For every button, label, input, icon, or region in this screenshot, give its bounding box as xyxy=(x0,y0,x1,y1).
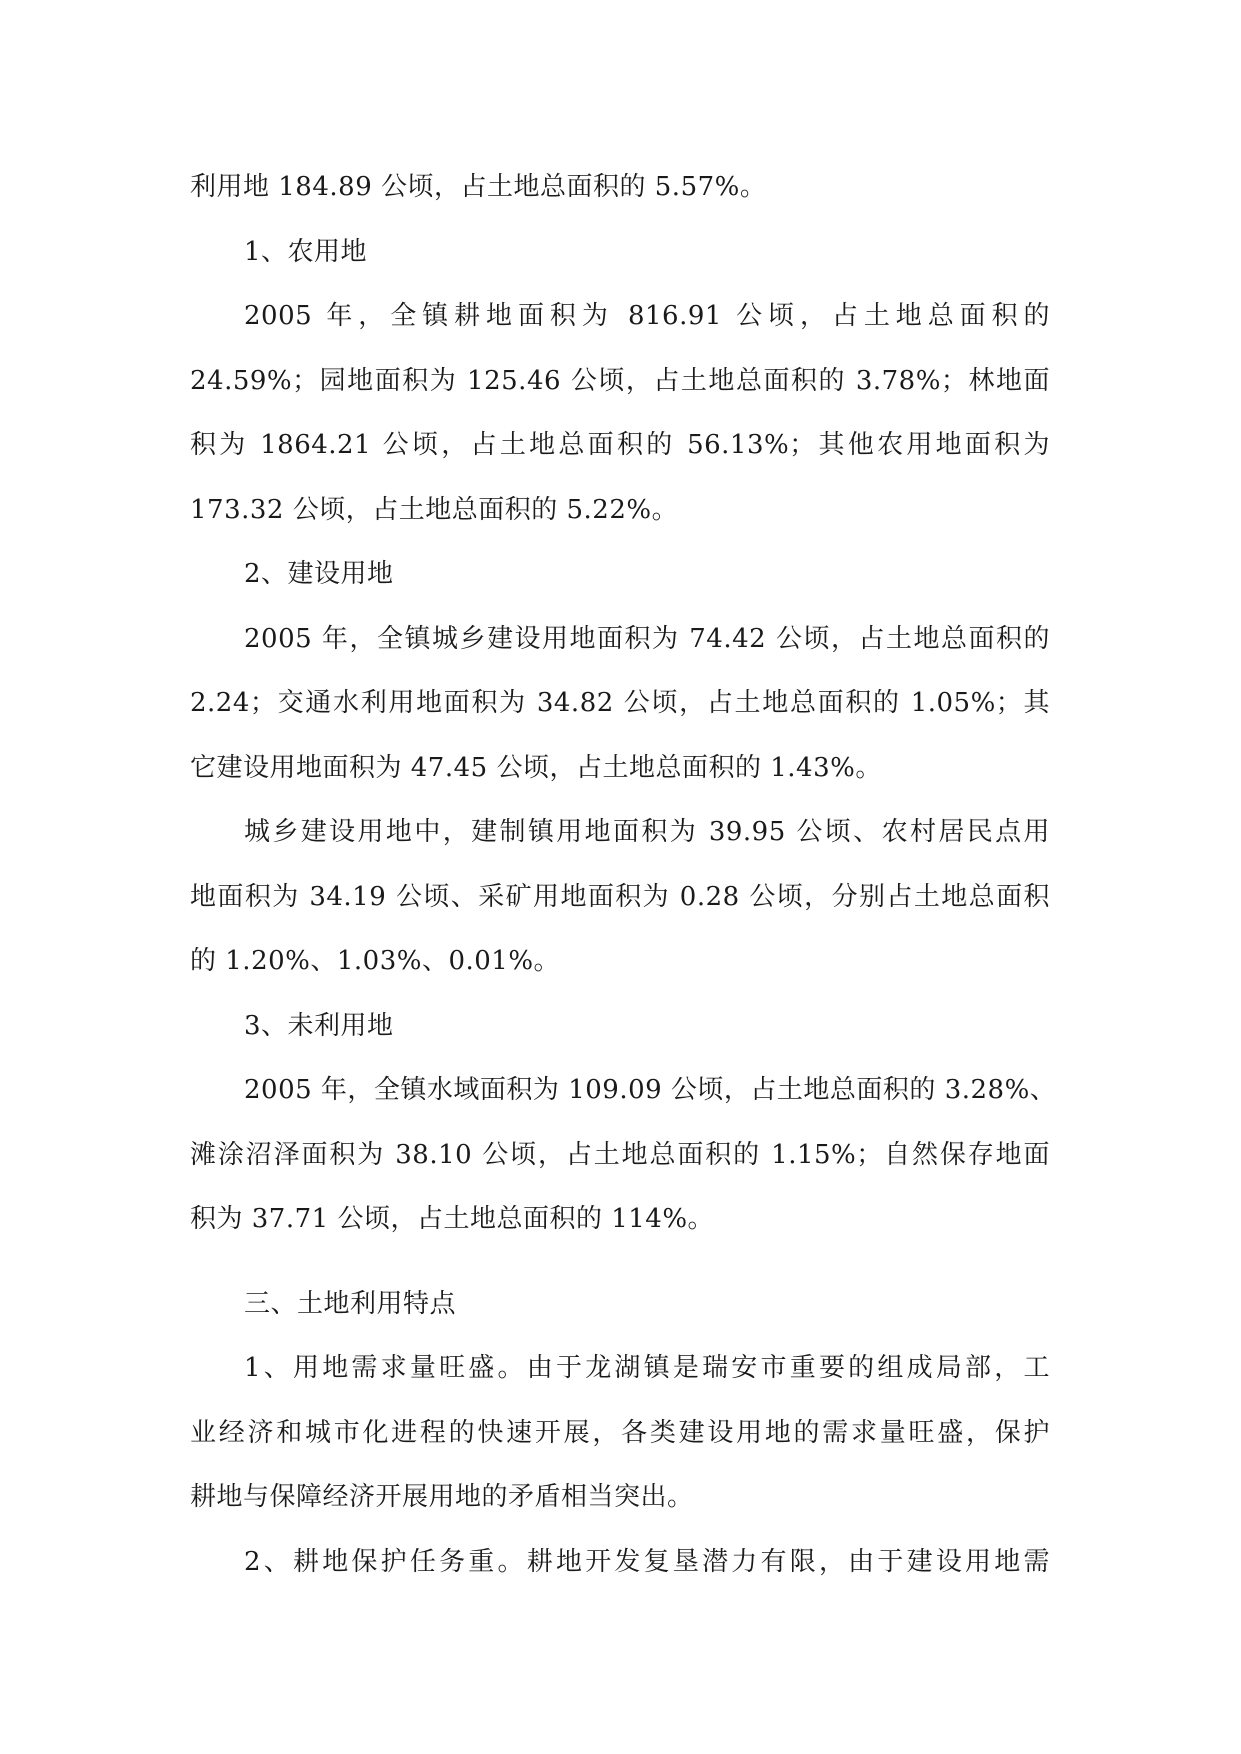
text-line: 2005 年，全镇耕地面积为 816.91 公顷，占土地总面积的 xyxy=(244,301,1050,331)
text-line: 2005 年，全镇水域面积为 109.09 公顷，占土地总面积的 3.28%、 xyxy=(244,1075,1057,1105)
text-line: 滩涂沼泽面积为 38.10 公顷，占土地总面积的 1.15%；自然保存地面 xyxy=(190,1139,1050,1170)
text-line: 的 1.20%、1.03%、0.01%。 xyxy=(190,946,561,976)
text-line: 利用地 184.89 公顷，占土地总面积的 5.57%。 xyxy=(190,172,767,202)
text-line: 业经济和城市化进程的快速开展，各类建设用地的需求量旺盛，保护 xyxy=(190,1417,1050,1448)
text-line: 城乡建设用地中，建制镇用地面积为 39.95 公顷、农村居民点用 xyxy=(244,817,1050,847)
text-line: 地面积为 34.19 公顷、采矿用地面积为 0.28 公顷，分别占土地总面积 xyxy=(190,881,1050,912)
text-line: 2、耕地保护任务重。耕地开发复垦潜力有限，由于建设用地需 xyxy=(244,1546,1050,1577)
text-line: 1、用地需求量旺盛。由于龙湖镇是瑞安市重要的组成局部，工 xyxy=(244,1353,1050,1383)
section-heading: 1、农用地 xyxy=(244,236,368,267)
text-line: 2.24；交通水利用地面积为 34.82 公顷，占土地总面积的 1.05%；其 xyxy=(190,688,1050,718)
chapter-heading: 三、土地利用特点 xyxy=(244,1288,457,1319)
text-line: 2005 年，全镇城乡建设用地面积为 74.42 公顷，占土地总面积的 xyxy=(244,623,1050,654)
section-heading: 2、建设用地 xyxy=(244,559,394,589)
text-line: 173.32 公顷，占土地总面积的 5.22%。 xyxy=(190,494,679,525)
text-line: 24.59%；园地面积为 125.46 公顷，占土地总面积的 3.78%；林地面 xyxy=(190,365,1050,396)
text-line: 它建设用地面积为 47.45 公顷，占土地总面积的 1.43%。 xyxy=(190,752,882,783)
text-line: 积为 37.71 公顷，占土地总面积的 114%。 xyxy=(190,1204,715,1234)
text-line: 耕地与保障经济开展用地的矛盾相当突出。 xyxy=(190,1482,694,1512)
section-gap xyxy=(190,1252,1050,1272)
text-line: 积为 1864.21 公顷，占土地总面积的 56.13%；其他农用地面积为 xyxy=(190,430,1050,460)
document-body xyxy=(190,155,1057,1594)
section-heading: 3、未利用地 xyxy=(244,1010,394,1041)
